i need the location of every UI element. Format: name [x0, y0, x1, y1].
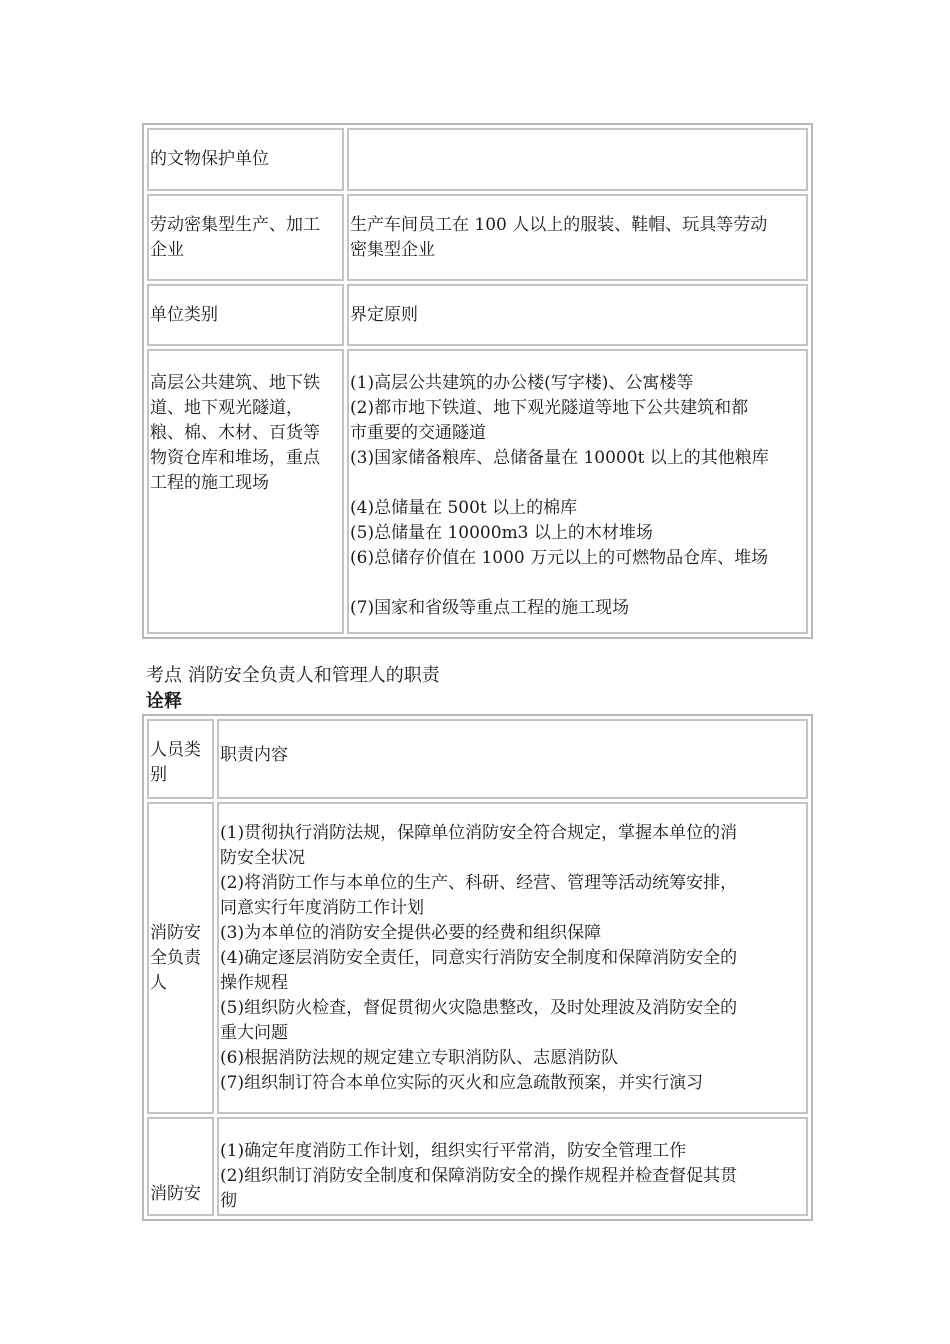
- responsibility-table: [142, 714, 813, 1221]
- table-row: [147, 1117, 808, 1216]
- cell-text-line: 职责内容: [220, 745, 288, 765]
- table-cell-category: [147, 128, 344, 191]
- table-cell-category: [147, 194, 344, 281]
- table-cell-personnel-type: [147, 1117, 214, 1216]
- cell-text-line: (5)组织防火检查，督促贯彻火灾隐患整改，及时处理波及消防安全的: [220, 997, 738, 1018]
- table-cell-principle: [347, 194, 808, 281]
- cell-text-line: (7)组织制订符合本单位实际的灭火和应急疏散预案，并实行演习: [220, 1072, 704, 1093]
- cell-text-line: 人: [150, 972, 167, 993]
- cell-text-line: 的文物保护单位: [150, 149, 269, 169]
- cell-text-line: 重大问题: [220, 1022, 288, 1043]
- table-cell-principle: [347, 349, 808, 634]
- cell-text-line: (4)总储量在 500t 以上的棉库: [350, 498, 578, 518]
- cell-text-line: 密集型企业: [350, 239, 435, 260]
- column-header-principle: [347, 284, 808, 346]
- table-cell-category: [147, 349, 344, 634]
- column-header-duties: [217, 719, 808, 799]
- cell-text-line: 防安全状况: [220, 847, 305, 868]
- cell-text-line: 市重要的交通隧道: [350, 423, 486, 443]
- table-row: [147, 802, 808, 1114]
- table-header-row: [147, 719, 808, 799]
- cell-text-line: 单位类别: [150, 304, 218, 325]
- table-row: [147, 349, 808, 634]
- cell-text-line: 高层公共建筑、地下铁: [150, 373, 320, 393]
- cell-text-line: 界定原则: [350, 304, 418, 325]
- cell-text-line: (1)贯彻执行消防法规，保障单位消防安全符合规定，掌握本单位的消: [220, 822, 738, 843]
- cell-text-line: 全负责: [150, 947, 201, 968]
- cell-text-line: 操作规程: [220, 972, 288, 993]
- table-row: [147, 128, 808, 191]
- cell-text-line: (6)根据消防法规的规定建立专职消防队、志愿消防队: [220, 1047, 619, 1068]
- column-header-unit-category: [147, 284, 344, 346]
- table-cell-duties: [217, 1117, 808, 1216]
- blank-line: [350, 471, 806, 496]
- unit-classification-table: [142, 123, 813, 639]
- table-cell-duties: [217, 802, 808, 1114]
- cell-text-line: 劳动密集型生产、加工: [150, 214, 320, 235]
- cell-text-line: 生产车间员工在 100 人以上的服装、鞋帽、玩具等劳动: [350, 214, 768, 235]
- cell-text-line: (4)确定逐层消防安全责任，同意实行消防安全制度和保障消防安全的: [220, 947, 738, 968]
- table-row: [147, 194, 808, 281]
- cell-text-line: 彻: [220, 1191, 237, 1211]
- cell-text-line: 道、地下观光隧道，: [150, 398, 303, 418]
- cell-text-line: 别: [150, 765, 167, 785]
- cell-text-line: 企业: [150, 239, 184, 260]
- cell-text-line: (7)国家和省级等重点工程的施工现场: [350, 598, 630, 618]
- table-cell-personnel-type: [147, 802, 214, 1114]
- blank-line: [350, 571, 806, 596]
- cell-text-line: 人员类: [150, 740, 201, 760]
- cell-text-line: (6)总储存价值在 1000 万元以上的可燃物品仓库、堆场: [350, 548, 769, 568]
- cell-text-line: (2)将消防工作与本单位的生产、科研、经营、管理等活动统筹安排，: [220, 872, 738, 893]
- cell-text-line: (3)为本单位的消防安全提供必要的经费和组织保障: [220, 922, 602, 943]
- table-header-row: [147, 284, 808, 346]
- cell-text-line: (1)高层公共建筑的办公楼(写字楼)、公寓楼等: [350, 373, 694, 393]
- cell-text-line: 工程的施工现场: [150, 473, 269, 493]
- cell-text-line: (3)国家储备粮库、总储备量在 10000t 以上的其他粮库: [350, 448, 769, 468]
- cell-text-line: 同意实行年度消防工作计划: [220, 897, 424, 918]
- cell-text-line: (2)组织制订消防安全制度和保障消防安全的操作规程并检查督促其贯: [220, 1166, 738, 1186]
- section-subtitle: 诠释: [146, 691, 182, 712]
- column-header-personnel-type: [147, 719, 214, 799]
- cell-text-line: 消防安: [150, 1184, 201, 1204]
- cell-text-line: 粮、棉、木材、百货等: [150, 423, 320, 443]
- cell-text-line: (5)总储量在 10000m3 以上的木材堆场: [350, 523, 653, 543]
- cell-text-line: (2)都市地下铁道、地下观光隧道等地下公共建筑和都: [350, 398, 749, 418]
- section-title: 考点 消防安全负责人和管理人的职责: [146, 665, 440, 686]
- cell-text-line: 消防安: [150, 922, 201, 943]
- cell-text-line: 物资仓库和堆场，重点: [150, 448, 320, 468]
- cell-text-line: (1)确定年度消防工作计划，组织实行平常消，防安全管理工作: [220, 1141, 687, 1161]
- table-cell-principle: [347, 128, 808, 191]
